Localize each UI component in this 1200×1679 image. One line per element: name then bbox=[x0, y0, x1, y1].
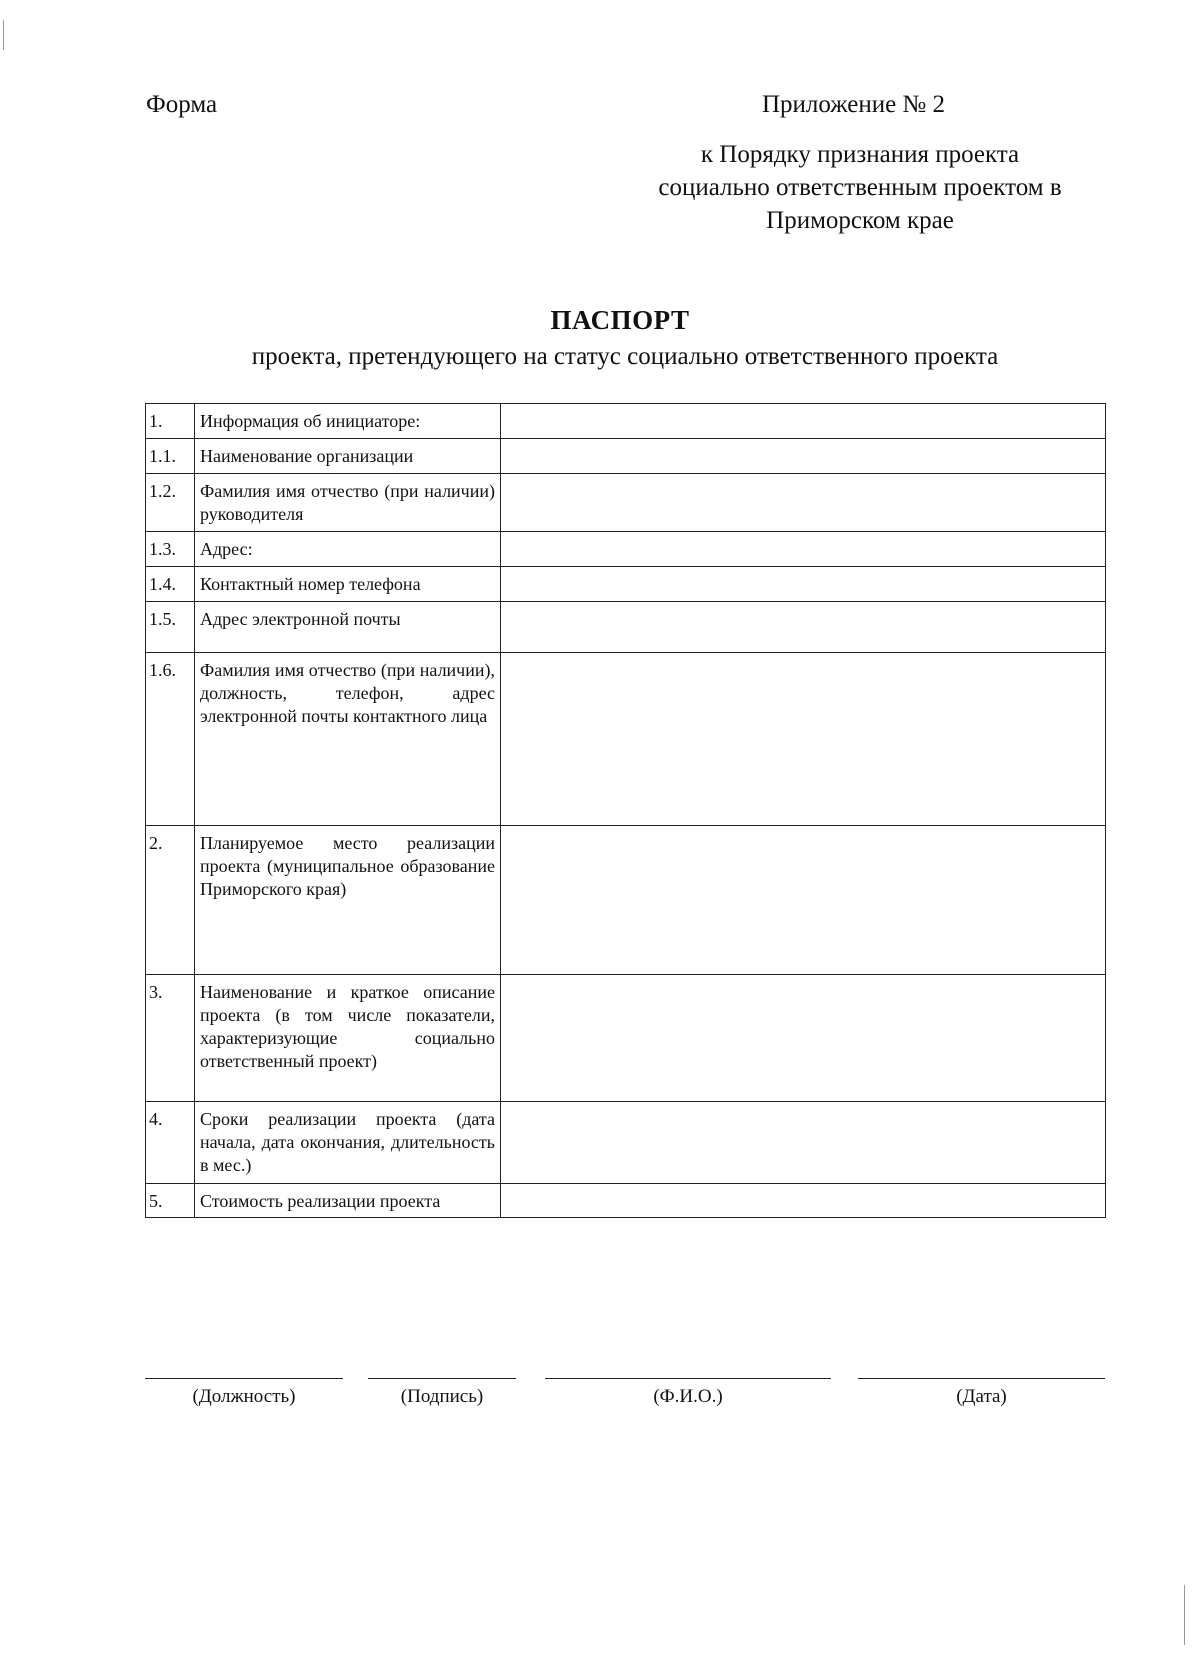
row-value-cell[interactable] bbox=[501, 826, 1106, 975]
row-number: 2. bbox=[146, 826, 195, 975]
row-number: 1.2. bbox=[146, 474, 195, 532]
row-label: Адрес: bbox=[195, 532, 501, 567]
appendix-number: Приложение № 2 bbox=[762, 91, 946, 118]
row-number: 1. bbox=[146, 404, 195, 439]
row-value-cell[interactable] bbox=[501, 1184, 1106, 1218]
scan-edge-mark bbox=[1184, 1585, 1185, 1645]
table-row bbox=[146, 975, 1106, 1102]
row-label: Наименование организации bbox=[195, 439, 501, 474]
row-number: 4. bbox=[146, 1102, 195, 1184]
scan-edge-mark bbox=[3, 20, 4, 50]
passport-table bbox=[145, 403, 1106, 1218]
row-number: 1.4. bbox=[146, 567, 195, 602]
signature-caption: (Подпись) bbox=[400, 1386, 484, 1407]
row-value-cell[interactable] bbox=[501, 602, 1106, 653]
row-number: 1.3. bbox=[146, 532, 195, 567]
position-caption: (Должность) bbox=[192, 1386, 296, 1407]
row-label: Фамилия имя отчество (при наличии), должность, телефон, адрес электронной почты контактного лица bbox=[195, 653, 501, 826]
row-label: Наименование и краткое описание проекта (в том числе показатели, характеризующие социально ответственный проект) bbox=[195, 975, 501, 1102]
row-label: Информация об инициаторе: bbox=[195, 404, 501, 439]
row-label: Контактный номер телефона bbox=[195, 567, 501, 602]
table-row bbox=[146, 602, 1106, 653]
row-value-cell[interactable] bbox=[501, 567, 1106, 602]
row-label: Планируемое место реализации проекта (муниципальное образование Приморского края) bbox=[195, 826, 501, 975]
table-row bbox=[146, 826, 1106, 975]
row-label: Фамилия имя отчество (при наличии) руководителя bbox=[195, 474, 501, 532]
appendix-line: социально ответственным проектом в bbox=[658, 174, 1062, 201]
full-name-caption: (Ф.И.О.) bbox=[653, 1386, 723, 1407]
row-label: Сроки реализации проекта (дата начала, дата окончания, длительность в мес.) bbox=[195, 1102, 501, 1184]
table-row bbox=[146, 1184, 1106, 1218]
table-row bbox=[146, 1102, 1106, 1184]
document-title: ПАСПОРТ bbox=[550, 305, 690, 335]
row-number: 5. bbox=[146, 1184, 195, 1218]
row-value-cell[interactable] bbox=[501, 474, 1106, 532]
row-number: 1.1. bbox=[146, 439, 195, 474]
table-row bbox=[146, 532, 1106, 567]
full-name-signature-line[interactable] bbox=[545, 1378, 831, 1379]
row-label: Стоимость реализации проекта bbox=[195, 1184, 501, 1218]
table-row bbox=[146, 474, 1106, 532]
table-row bbox=[146, 439, 1106, 474]
row-value-cell[interactable] bbox=[501, 532, 1106, 567]
date-caption: (Дата) bbox=[956, 1386, 1007, 1407]
row-value-cell[interactable] bbox=[501, 404, 1106, 439]
row-number: 3. bbox=[146, 975, 195, 1102]
row-value-cell[interactable] bbox=[501, 1102, 1106, 1184]
row-value-cell[interactable] bbox=[501, 653, 1106, 826]
row-value-cell[interactable] bbox=[501, 975, 1106, 1102]
position-signature-line[interactable] bbox=[145, 1378, 343, 1379]
table-row bbox=[146, 653, 1106, 826]
date-signature-line[interactable] bbox=[858, 1378, 1105, 1379]
appendix-description bbox=[600, 138, 1120, 237]
row-number: 1.6. bbox=[146, 653, 195, 826]
signature-line[interactable] bbox=[368, 1378, 516, 1379]
table-row bbox=[146, 404, 1106, 439]
form-label: Форма bbox=[146, 91, 218, 118]
document-subtitle: проекта, претендующего на статус социально ответственного проекта bbox=[251, 343, 999, 370]
appendix-line: Приморском крае bbox=[766, 207, 954, 234]
row-label: Адрес электронной почты bbox=[195, 602, 501, 653]
row-number: 1.5. bbox=[146, 602, 195, 653]
row-value-cell[interactable] bbox=[501, 439, 1106, 474]
appendix-line: к Порядку признания проекта bbox=[700, 141, 1020, 168]
table-row bbox=[146, 567, 1106, 602]
